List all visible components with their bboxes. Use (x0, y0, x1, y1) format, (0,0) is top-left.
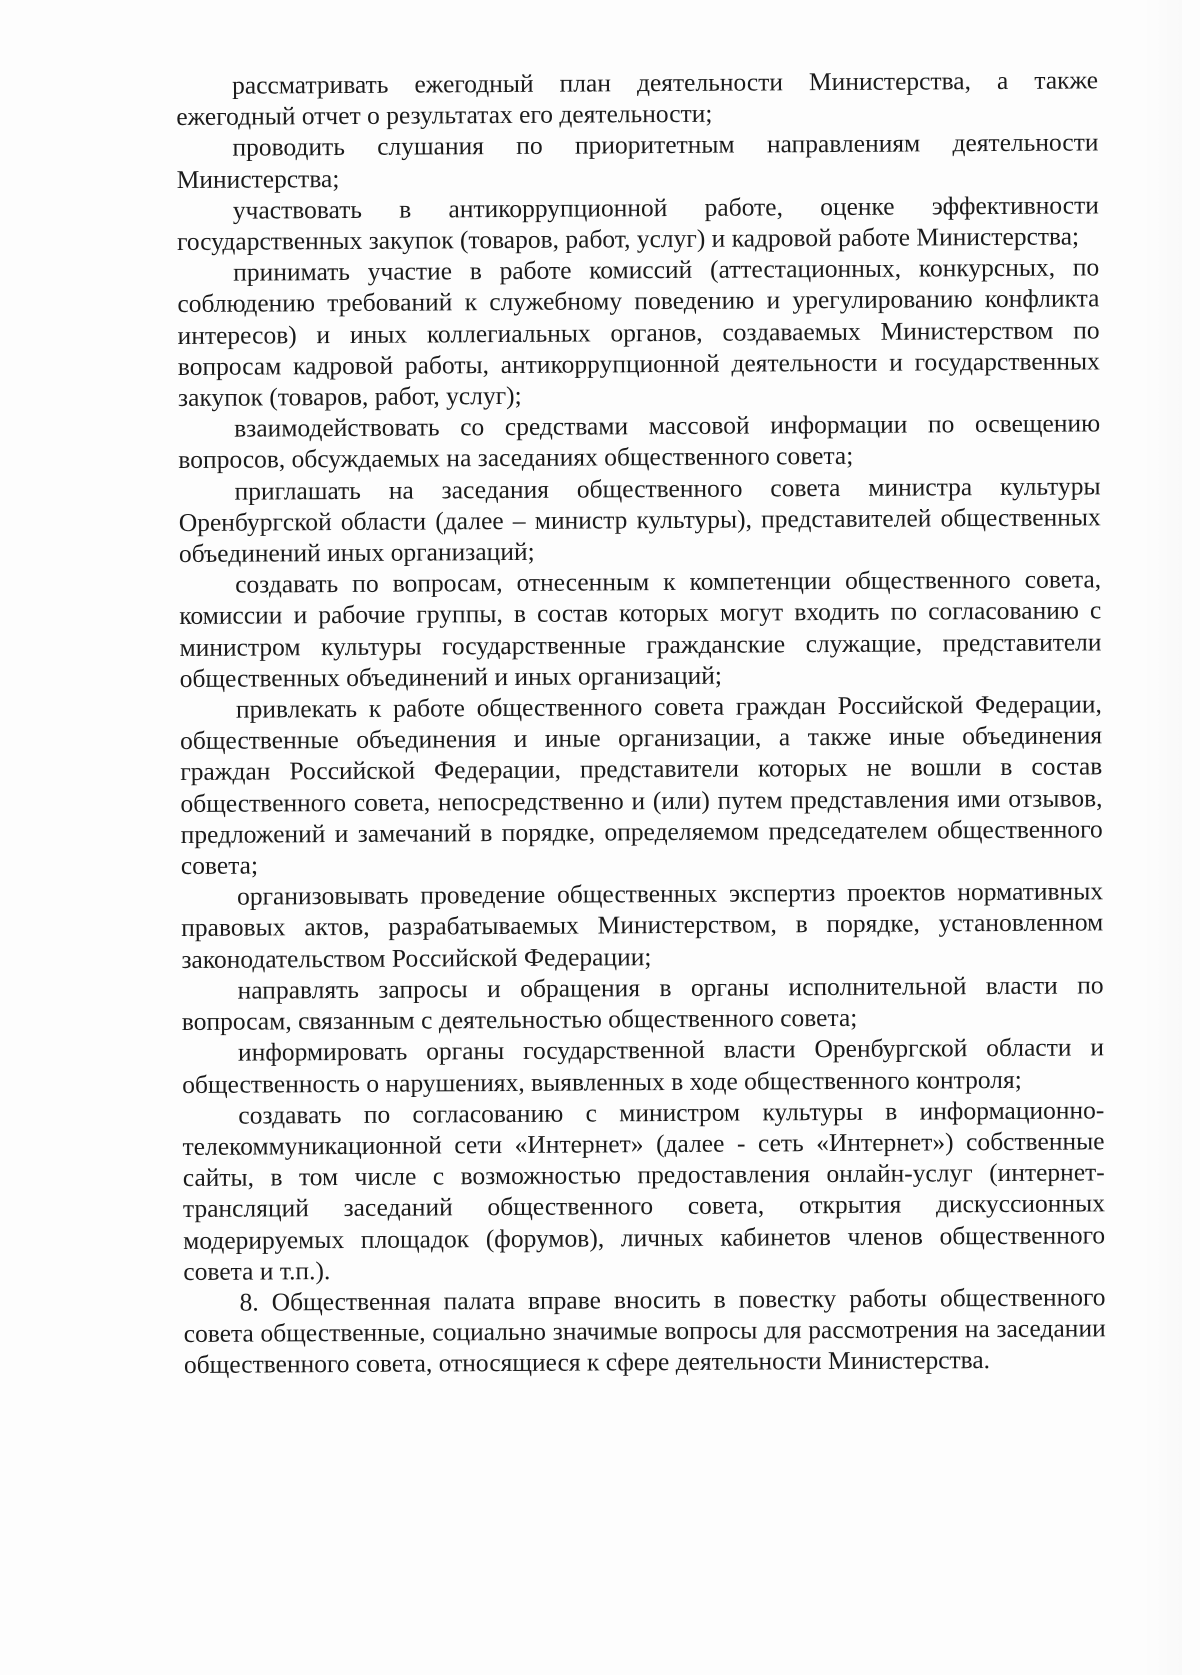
paragraph-expertise: организовывать проведение общественных экспертиз проектов нормативных правовых актов, разрабатываемых Министерством, в порядке, установленном законодательством Российской Федерации; (181, 876, 1104, 974)
paragraph-review-plan: рассматривать ежегодный план деятельности Министерства, а также ежегодный отчет о результатах его деятельности; (176, 65, 1099, 132)
paragraph-involve-citizens: привлекать к работе общественного совета граждан Российской Федерации, общественные объединения и иные организации, а также иные объединения граждан Российской Федерации, представители которых не вошли в состав общественного совета, непосредственно и (или) путем представления ими отзывов, предложений и замечаний в порядке, определяемом председателем общественного совета; (180, 689, 1103, 881)
paragraph-inform: информировать органы государственной власти Оренбургской области и общественность о нарушениях, выявленных в ходе общественного контроля; (182, 1032, 1105, 1099)
paragraph-invite-minister: приглашать на заседания общественного совета министра культуры Оренбургской области (далее – министр культуры), представителей общественных объединений иных организаций; (178, 471, 1101, 569)
paragraph-public-chamber: 8. Общественная палата вправе вносить в повестку работы общественного совета общественные, социально значимые вопросы для рассмотрения на заседании общественного совета, относящиеся к сфере деятельности Министерства. (183, 1282, 1106, 1380)
paragraph-commissions: принимать участие в работе комиссий (аттестационных, конкурсных, по соблюдению требований к служебному поведению и урегулированию конфликта интересов) и иных коллегиальных органов, создаваемых Министерством по вопросам кадровой работы, антикоррупционной деятельности и государственных закупок (товаров, работ, услуг); (177, 252, 1100, 413)
paragraph-anticorruption: участвовать в антикоррупционной работе, оценке эффективности государственных закупок (товаров, работ, услуг) и кадровой работе Министерства; (176, 190, 1099, 257)
paragraph-media: взаимодействовать со средствами массовой информации по освещению вопросов, обсуждаемых на заседаниях общественного совета; (178, 408, 1101, 475)
document-body (176, 64, 1106, 1380)
scan-edge-shading (1142, 0, 1182, 1675)
paragraph-hearings: проводить слушания по приоритетным направлениям деятельности Министерства; (176, 127, 1099, 194)
paragraph-requests: направлять запросы и обращения в органы исполнительной власти по вопросам, связанным с деятельностью общественного совета; (181, 970, 1104, 1037)
paragraph-working-groups: создавать по вопросам, отнесенным к компетенции общественного совета, комиссии и рабочие группы, в состав которых могут входить по согласованию с министром культуры государственные гражданские служащие, представители общественных объединений и иных организаций; (179, 564, 1102, 693)
paragraph-websites: создавать по согласованию с министром культуры в информационно-телекоммуникационной сети «Интернет» (далее - сеть «Интернет») собственные сайты, в том числе с возможностью предоставления онлайн-услуг (интернет-трансляций заседаний общественного совета, открытия дискуссионных модерируемых площадок (форумов), личных кабинетов членов общественного совета и т.п.). (182, 1095, 1106, 1286)
